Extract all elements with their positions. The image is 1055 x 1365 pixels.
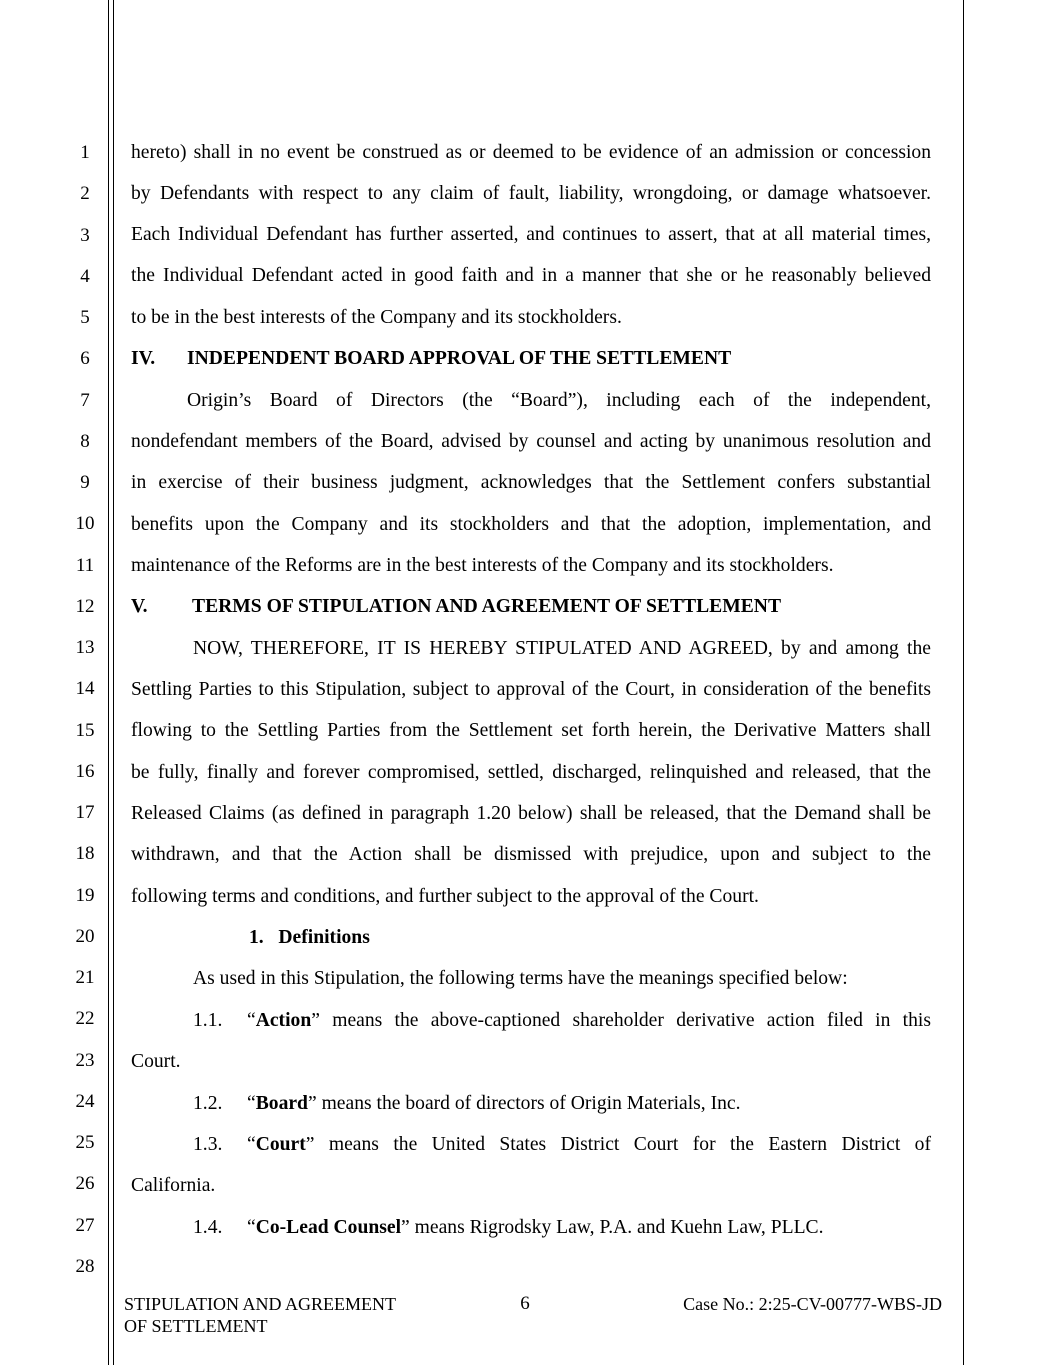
definition-1-3: “Court” means the United States District Court for the Eastern District of: [247, 1134, 931, 1155]
line-number: 16: [75, 760, 95, 782]
body-line: the Individual Defendant acted in good faith and in a manner that she or he reasonably believed: [131, 265, 931, 286]
definition-number: 1.3.: [193, 1134, 223, 1155]
body-line: in exercise of their business judgment, acknowledges that the Settlement confers substantial: [131, 472, 931, 493]
body-line: nondefendant members of the Board, advised by counsel and acting by unanimous resolution and: [131, 431, 931, 452]
body-line: NOW, THEREFORE, IT IS HEREBY STIPULATED AND AGREED, by and among the: [193, 638, 931, 659]
defined-term: Action: [255, 1010, 312, 1031]
definition-1-2: “Board” means the board of directors of Origin Materials, Inc.: [247, 1093, 741, 1114]
line-number: 18: [75, 843, 95, 865]
line-number: 22: [75, 1008, 95, 1030]
line-number: 8: [80, 430, 90, 452]
line-number: 28: [75, 1255, 95, 1277]
line-number: 5: [80, 307, 90, 328]
body-line: maintenance of the Reforms are in the best interests of the Company and its stockholders.: [131, 555, 834, 576]
definition-text: ” means Rigrodsky Law, P.A. and Kuehn Law, PLLC.: [401, 1217, 824, 1238]
line-number: 20: [75, 925, 95, 947]
defined-term: Board: [255, 1093, 308, 1114]
body-line: Origin’s Board of Directors (the “Board”), including each of the independent,: [187, 390, 931, 411]
body-line: Released Claims (as defined in paragraph 1.20 below) shall be released, that the Demand shall be: [131, 803, 931, 824]
definitions-heading: 1. Definitions: [249, 927, 370, 948]
section-title: INDEPENDENT BOARD APPROVAL OF THE SETTLEMENT: [187, 348, 732, 369]
right-margin-rule: [963, 0, 964, 1365]
body-line: to be in the best interests of the Company and its stockholders.: [131, 307, 622, 328]
line-number: 11: [75, 554, 95, 576]
footer-title-line: OF SETTLEMENT: [124, 1316, 268, 1336]
section-heading-v: [131, 595, 931, 619]
footer-title-line: STIPULATION AND AGREEMENT: [124, 1294, 396, 1314]
definition-text: ” means the board of directors of Origin Materials, Inc.: [307, 1093, 741, 1114]
body-line: following terms and conditions, and further subject to the approval of the Court.: [131, 886, 759, 907]
line-number: 15: [75, 719, 95, 741]
section-heading-iv: [131, 347, 931, 371]
section-title: TERMS OF STIPULATION AND AGREEMENT OF SETTLEMENT: [192, 596, 782, 617]
line-number: 2: [80, 183, 90, 205]
line-number: 9: [80, 472, 90, 493]
line-number: 24: [75, 1090, 95, 1112]
body-line: be fully, finally and forever compromised, settled, discharged, relinquished and released, that the: [131, 762, 931, 783]
line-number: 27: [75, 1214, 95, 1236]
line-number: 17: [75, 802, 95, 823]
left-margin-rule-outer: [108, 0, 109, 1365]
line-number: 13: [75, 637, 95, 658]
line-number: 14: [75, 678, 95, 700]
line-number: 12: [75, 595, 95, 617]
line-number: 25: [75, 1132, 95, 1153]
definition-text: ” means the United States District Court for the Eastern District of: [305, 1134, 931, 1155]
section-number: IV.: [131, 348, 156, 369]
definition-text: ” means the above-captioned shareholder derivative action filed in this: [311, 1010, 931, 1031]
defined-term: Co-Lead Counsel: [255, 1217, 402, 1238]
line-number: 19: [75, 884, 95, 906]
body-line: As used in this Stipulation, the following terms have the meanings specified below:: [193, 968, 848, 989]
line-number: 6: [80, 348, 90, 370]
body-line: Settling Parties to this Stipulation, subject to approval of the Court, in consideration of the benefits: [131, 679, 931, 700]
line-number: 26: [75, 1173, 95, 1195]
body-line: by Defendants with respect to any claim of fault, liability, wrongdoing, or damage whatsoever.: [131, 183, 931, 204]
defined-term: Court: [255, 1134, 306, 1155]
line-number: 3: [80, 224, 90, 246]
body-line: hereto) shall in no event be construed as or deemed to be evidence of an admission or concession: [131, 142, 931, 163]
body-line: California.: [131, 1175, 216, 1196]
definition-1-4: “Co-Lead Counsel” means Rigrodsky Law, P.A. and Kuehn Law, PLLC.: [247, 1217, 824, 1238]
line-number: 7: [80, 389, 90, 411]
definition-number: 1.2.: [193, 1093, 223, 1114]
line-number: 23: [75, 1049, 95, 1071]
line-number: 1: [80, 142, 90, 163]
definition-number: 1.1.: [193, 1010, 223, 1031]
body-line: flowing to the Settling Parties from the Settlement set forth herein, the Derivative Matters shall: [131, 720, 931, 741]
definition-1-1: “Action” means the above-captioned shareholder derivative action filed in this: [247, 1010, 931, 1031]
body-line: Each Individual Defendant has further asserted, and continues to assert, that at all material times,: [131, 224, 931, 245]
line-number: 10: [75, 513, 95, 535]
body-line: benefits upon the Company and its stockholders and that the adoption, implementation, and: [131, 514, 931, 535]
definition-number: 1.4.: [193, 1217, 223, 1238]
left-margin-rule-inner: [113, 0, 114, 1365]
case-number: Case No.: 2:25-CV-00777-WBS-JD: [683, 1294, 942, 1314]
line-numbers: [70, 132, 100, 1287]
footer-document-title: [124, 1293, 396, 1337]
line-number: 21: [75, 967, 95, 988]
section-number: V.: [131, 596, 148, 617]
body-line: withdrawn, and that the Action shall be dismissed with prejudice, upon and subject to the: [131, 844, 931, 865]
line-number: 4: [80, 265, 90, 287]
body-line: Court.: [131, 1051, 181, 1072]
page-number: 6: [520, 1293, 530, 1314]
